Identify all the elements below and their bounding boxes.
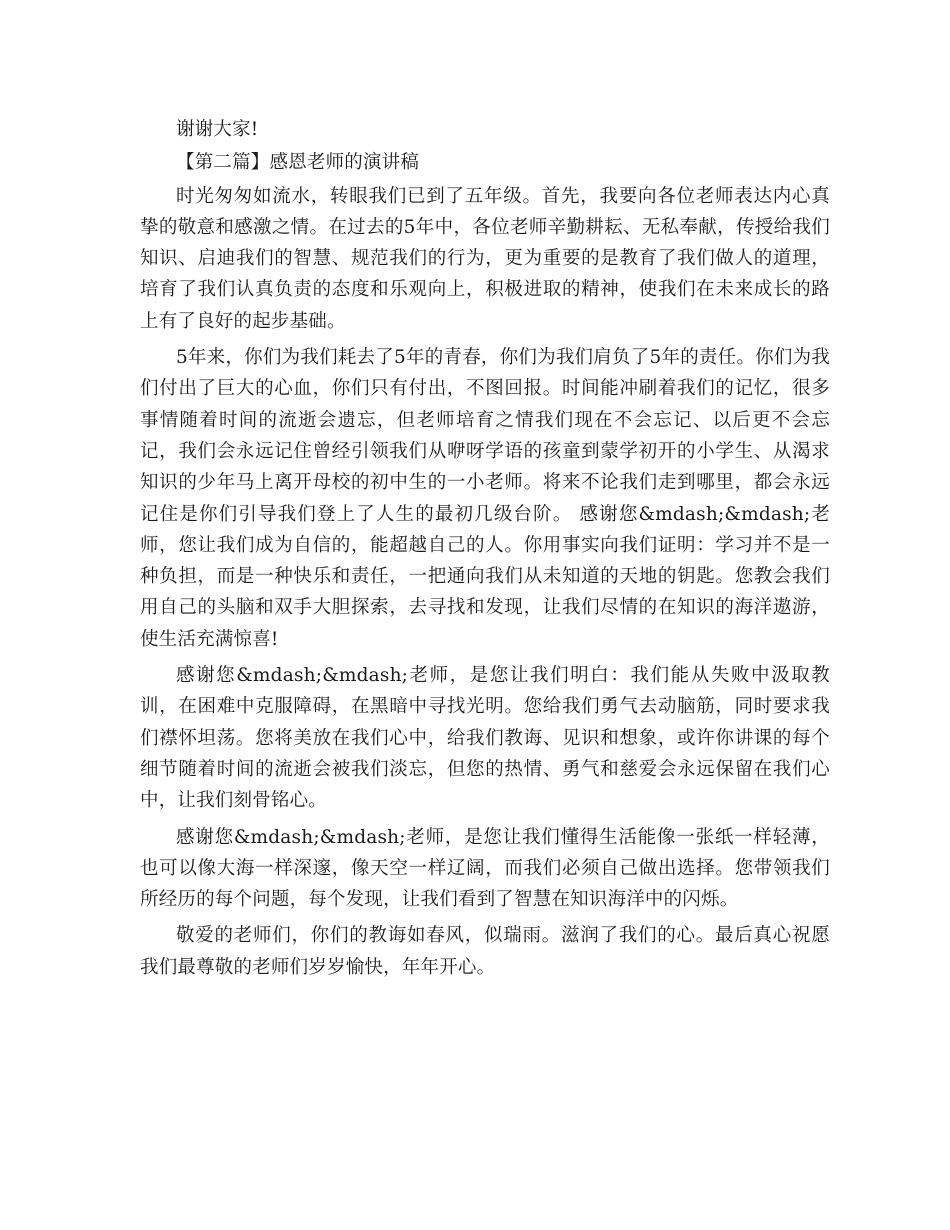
paragraph-3: 感谢您&mdash;&mdash;老师，是您让我们明白：我们能从失败中汲取教训，在困难中克服障碍，在黑暗中寻找光明。您给我们勇气去动脑筋，同时要求我们襟怀坦荡。您将美放在我们心中，给我们教诲、见识和想象，或许你讲课的每个细节随着时间的流逝会被我们淡忘，但您的热情、勇气和慈爱会永远保留在我们心中，让我们刻骨铭心。 [140, 665, 830, 812]
closing-line: 谢谢大家! [176, 119, 259, 140]
section-title: 【第二篇】感恩老师的演讲稿 [176, 152, 420, 174]
paragraph-2: 5年来，你们为我们耗去了5年的青春，你们为我们肩负了5年的责任。你们为我们付出了巨大的心血，你们只有付出，不图回报。时间能冲刷着我们的记忆，很多事情随着时间的流逝会遗忘，但老师培育之情我们现在不会忘记、以后更不会忘记，我们会永远记住曾经引领我们从咿呀学语的孩童到蒙学初开的小学生、从渴求知识的少年马上离开母校的初中生的一小老师。将来不论我们走到哪里，都会永远记住是你们引导我们登上了人生的最初几级台阶。 感谢您&mdash;&mdash;老师，您让我们成为自信的，能超越自己的人。你用事实向我们证明：学习并不是一种负担，而是一种快乐和责任，一把通向我们从未知道的天地的钥匙。您教会我们用自己的头脑和双手大胆探索，去寻找和发现，让我们尽情的在知识的海洋遨游，使生活充满惊喜! [140, 347, 830, 650]
paragraph-5: 敬爱的老师们，你们的教诲如春风，似瑞雨。滋润了我们的心。最后真心祝愿我们最尊敬的老师们岁岁愉快，年年开心。 [140, 925, 830, 978]
document-body [140, 114, 830, 988]
paragraph-4: 感谢您&mdash;&mdash;老师，是您让我们懂得生活能像一张纸一样轻薄，也可以像大海一样深邃，像天空一样辽阔，而我们必须自己做出选择。您带领我们所经历的每个问题，每个发现，让我们看到了智慧在知识海洋中的闪烁。 [140, 826, 830, 911]
paragraph-1: 时光匆匆如流水，转眼我们已到了五年级。首先，我要向各位老师表达内心真挚的敬意和感激之情。在过去的5年中，各位老师辛勤耕耘、无私奉献，传授给我们知识、启迪我们的智慧、规范我们的行为，更为重要的是教育了我们做人的道理，培育了我们认真负责的态度和乐观向上，积极进取的精神，使我们在未来成长的路上有了良好的起步基础。 [140, 185, 830, 332]
